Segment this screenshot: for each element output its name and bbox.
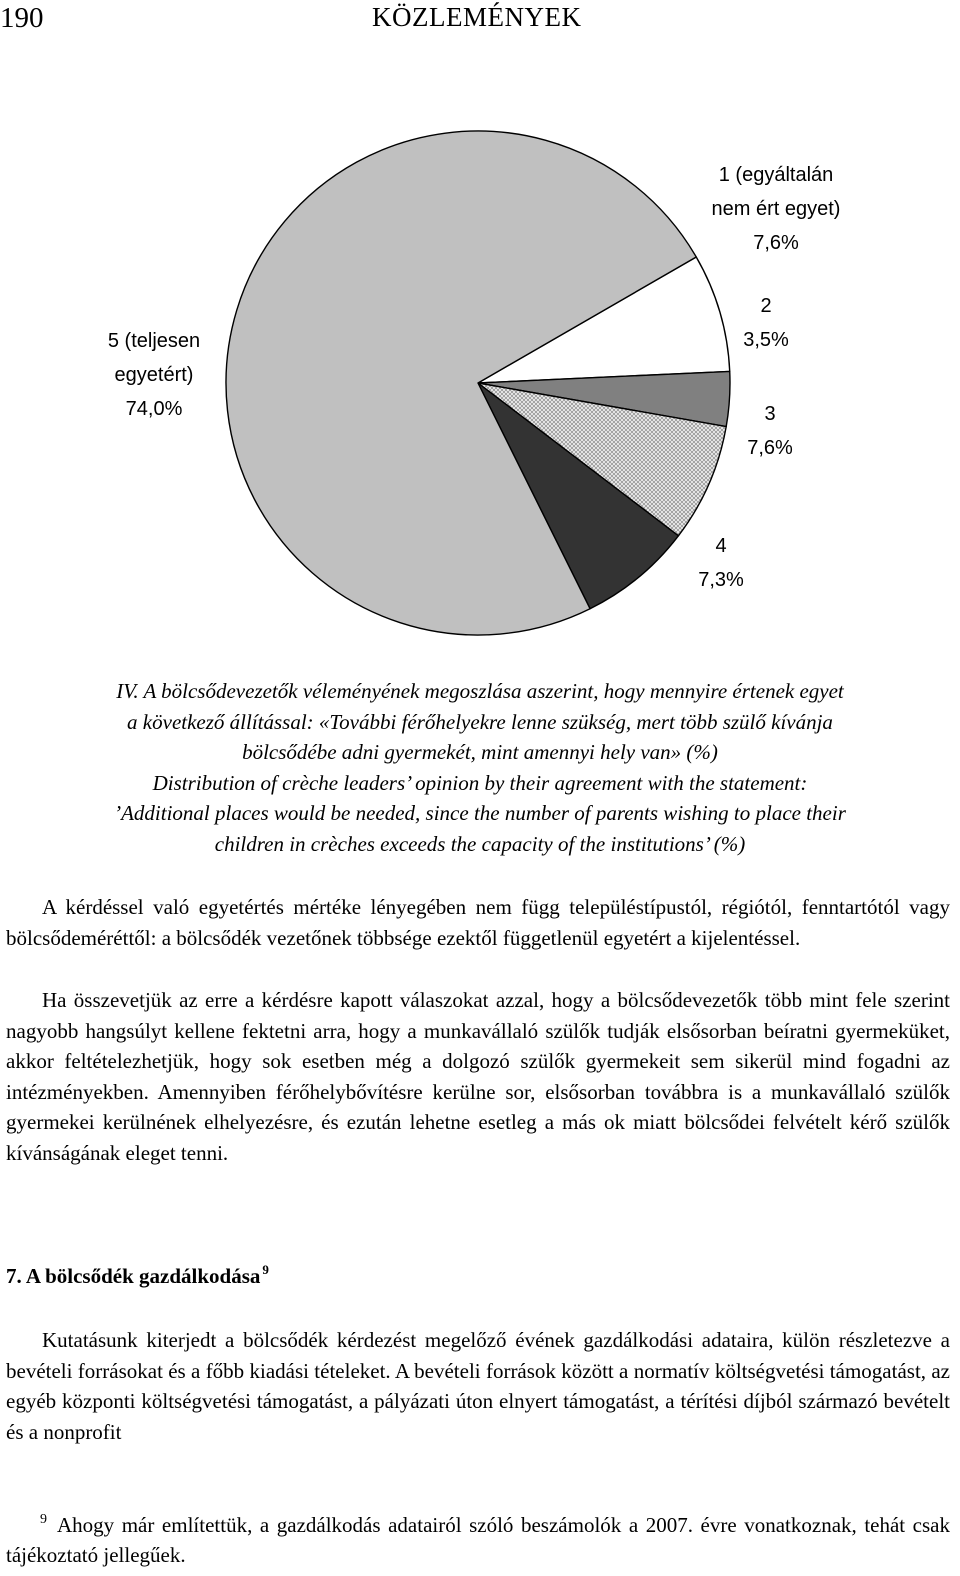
caption-line: a következő állítással: «További férőhelyekre lenne szükség, mert több szülő kívánja <box>127 709 833 734</box>
pie-slice-label-line: nem ért egyet) <box>711 198 841 220</box>
paragraph-1-text: A kérdéssel való egyetértés mértéke lényegében nem függ településtípustól, régiótól, fenntartótól vagy bölcsődeméréttől: a bölcsődék vezetőnek többsége ezektől függetlenül egyetért a kijelentéssel. <box>6 895 950 950</box>
pie-slice-label-line: 5 (teljesen <box>107 330 201 352</box>
caption-line: IV. A bölcsődevezetők véleményének megoszlása aszerint, hogy mennyire értenek egyet <box>116 679 844 703</box>
caption-line: bölcsődébe adni gyermekét, mint amennyi hely van» (%) <box>242 740 718 764</box>
pie-slice-label-line: 2 <box>760 295 772 317</box>
pie-slice-label-line: 3,5% <box>743 329 789 351</box>
pie-slice-label-line: 7,3% <box>698 569 744 591</box>
pie-slice-label-line: 7,6% <box>747 437 793 459</box>
pie-slice-label-line: 7,6% <box>753 232 799 254</box>
pie-slice-label <box>698 535 744 591</box>
footnote-reference: 9 <box>262 1262 269 1277</box>
pie-slices <box>226 131 730 635</box>
paragraph-3-text: Kutatásunk kiterjedt a bölcsődék kérdezést megelőző évének gazdálkodási adataira, külön részletezve a bevételi forrásokat és a főbb kiadási tételeket. A bevételi források között a normatív költségvetési támogatást, az egyéb központi költségvetési támogatást, a pályázati úton elnyert támogatást, a térítési díjból származó bevételt és a nonprofit <box>6 1328 950 1444</box>
pie-slice-label <box>108 330 200 420</box>
paragraph-2-text: Ha összevetjük az erre a kérdésre kapott válaszokat azzal, hogy a bölcsődevezetők több mint fele szerint nagyobb hangsúlyt kellene fektetni arra, hogy a munkavállaló szülők tudják elsősorban beíratni gyermeküket, akkor feltételezhetjük, hogy sok esetben még a dolgozó szülők gyermekeit sem sikerül mind fogadni az intézményekben. Amennyiben férőhelybővítésre kerülne sor, elsősorban továbbra is a munkavállaló szülők gyermekei kerülnének elhelyezésre, és ezután lehetne esetleg a más ok miatt bölcsődei felvételt kérő szülők kívánságának eleget tenni. <box>6 988 950 1165</box>
footnote-text: Ahogy már említettük, a gazdálkodás adatairól szóló beszámolók a 2007. évre vonatkoznak, tehát csak tájékoztató jellegűek. <box>6 1513 950 1567</box>
paragraph-3 <box>6 1325 950 1447</box>
pie-slice-label-line: 4 <box>715 535 727 557</box>
pie-slice-label-line: 74,0% <box>125 398 183 420</box>
figure-caption <box>0 676 960 859</box>
pie-slice-label <box>743 295 789 351</box>
pie-slice-label-line: egyetért) <box>114 364 194 386</box>
pie-slice-label <box>712 164 841 254</box>
footnote-mark: 9 <box>40 1512 47 1527</box>
pie-chart <box>0 110 960 670</box>
caption-line-english: children in crèches exceeds the capacity of the institutions’ (%) <box>214 831 746 856</box>
section-heading-text: 7. A bölcsődék gazdálkodása <box>6 1264 261 1288</box>
page-number: 190 <box>0 2 44 34</box>
pie-slice-label-line: 1 (egyáltalán <box>718 164 834 186</box>
section-heading <box>6 1262 269 1289</box>
running-title: KÖZLEMÉNYEK <box>372 2 582 32</box>
page-header <box>0 0 960 40</box>
pie-slice-label-line: 3 <box>764 403 776 425</box>
caption-line-english: Distribution of crèche leaders’ opinion by their agreement with the statement: <box>152 770 808 795</box>
pie-slice-label <box>747 403 793 459</box>
footnote <box>6 1505 950 1570</box>
paragraph-1 <box>6 892 950 953</box>
caption-line-english: ’Additional places would be needed, since the number of parents wishing to place their <box>114 801 846 825</box>
paragraph-2 <box>6 985 950 1168</box>
